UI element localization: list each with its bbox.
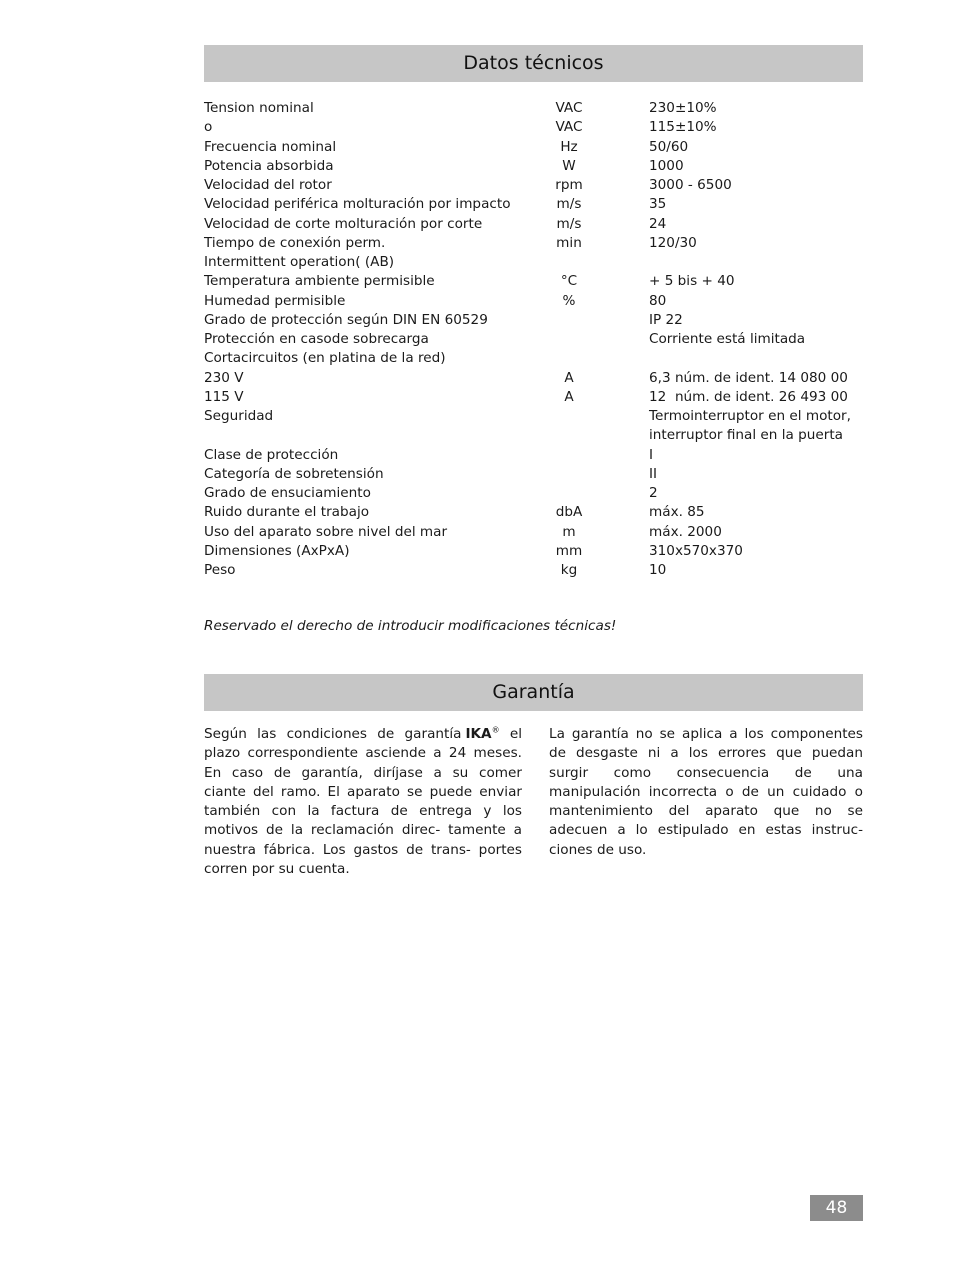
spec-row — [204, 542, 863, 561]
spec-value-line2: interruptor final en la puerta — [649, 427, 844, 444]
spec-label: Potencia absorbida — [204, 157, 334, 174]
warranty-body-left: el plazo correspondiente asciende a 24 meses. En caso de garantía, diríjase a su comer ciante del ramo. El aparato se puede enviar también con la factura de entrega y los motivos de la reclamación direc- tamente a nuestra fábrica. Los gastos de trans- portes corren por su cuenta. — [204, 726, 522, 878]
spec-label: Uso del aparato sobre nivel del mar — [204, 523, 448, 540]
spec-value: 10 — [649, 562, 667, 578]
spec-row — [204, 176, 863, 195]
spec-row — [204, 446, 863, 465]
spec-value: 50/60 — [649, 138, 689, 155]
spec-row — [204, 561, 863, 580]
spec-row — [204, 215, 863, 234]
spec-unit: % — [562, 292, 576, 309]
spec-unit: m/s — [556, 215, 582, 232]
spec-label: Ruido durante el trabajo — [204, 504, 370, 521]
spec-row — [204, 99, 863, 118]
spec-value: I — [649, 446, 654, 463]
warranty-text-right — [549, 725, 863, 860]
spec-label: Temperatura ambiente permisible — [204, 273, 435, 290]
spec-value: 6,3 núm. de ident. 14 080 00 — [649, 369, 848, 386]
spec-value: Termointerruptor en el motor, — [649, 408, 851, 424]
spec-label: Tension nominal — [204, 100, 314, 116]
spec-label: 230 V — [204, 369, 244, 386]
spec-label: Dimensiones (AxPxA) — [204, 542, 350, 559]
technical-modifications-note: Reservado el derecho de introducir modificaciones técnicas! — [204, 618, 617, 634]
spec-unit: A — [564, 369, 574, 386]
spec-row — [204, 349, 863, 368]
spec-value: 2 — [649, 485, 658, 501]
spec-row — [204, 388, 863, 407]
spec-row — [204, 484, 863, 503]
spec-value: máx. 2000 — [649, 523, 722, 540]
spec-unit: VAC — [555, 119, 583, 136]
spec-value: 310x570x370 — [649, 542, 743, 559]
spec-value: 24 — [649, 215, 667, 232]
spec-label: Peso — [204, 562, 236, 578]
spec-unit: Hz — [560, 138, 578, 155]
spec-unit: A — [564, 388, 574, 405]
spec-value: IP 22 — [649, 311, 683, 328]
spec-row — [204, 234, 863, 253]
spec-value: 230±10% — [649, 100, 717, 116]
spec-label: Velocidad periférica molturación por impacto — [204, 196, 511, 213]
spec-value: máx. 85 — [649, 504, 705, 521]
spec-label: Tiempo de conexión perm. — [204, 234, 386, 251]
spec-row — [204, 157, 863, 176]
spec-row — [204, 369, 863, 388]
spec-label: Clase de protección — [204, 446, 339, 463]
spec-label: o — [204, 119, 213, 136]
spec-label: Frecuencia nominal — [204, 138, 337, 155]
spec-unit: °C — [560, 273, 578, 290]
spec-unit: min — [556, 234, 582, 251]
registered-mark: ® — [491, 725, 500, 735]
spec-value: 120/30 — [649, 234, 697, 251]
spec-value: 80 — [649, 292, 667, 309]
spec-label: Intermittent operation( (AB) — [204, 254, 395, 270]
spec-row — [204, 292, 863, 311]
spec-label: 115 V — [204, 388, 244, 405]
spec-unit: VAC — [555, 100, 583, 116]
spec-value: II — [649, 465, 658, 482]
spec-label: Velocidad de corte molturación por corte — [204, 215, 483, 232]
spec-row — [204, 407, 863, 446]
spec-row — [204, 465, 863, 484]
spec-unit: rpm — [555, 177, 583, 193]
spec-row — [204, 503, 863, 522]
spec-row — [204, 138, 863, 157]
spec-unit: W — [562, 157, 576, 174]
spec-label: Categoría de sobretensión — [204, 465, 384, 482]
spec-row — [204, 272, 863, 291]
section-header-datos-tecnicos: Datos técnicos — [204, 45, 863, 82]
warranty-text-left — [204, 725, 522, 879]
spec-row — [204, 311, 863, 330]
spec-label: Velocidad del rotor — [204, 177, 332, 193]
spec-value: 3000 - 6500 — [649, 177, 732, 193]
spec-label: Protección en casode sobrecarga — [204, 331, 429, 347]
spec-row — [204, 118, 863, 137]
spec-label: Grado de protección según DIN EN 60529 — [204, 311, 488, 328]
spec-label: Cortacircuitos (en platina de la red) — [204, 350, 446, 367]
warranty-intro: Según las condiciones de garantía — [204, 726, 462, 742]
spec-value: 12 núm. de ident. 26 493 00 — [649, 388, 848, 405]
spec-row — [204, 253, 863, 272]
warranty-body-right: La garantía no se aplica a los componentes de desgaste ni a los errores que puedan surgir como consecuencia de una manipulación incorrecta o de un cuidado o mantenimiento del aparato que no se adecuen a lo estipulado en estas instruc- ciones de uso. — [549, 726, 863, 858]
section-header-garantia: Garantía — [204, 674, 863, 711]
spec-value: Corriente está limitada — [649, 331, 806, 347]
spec-value: 35 — [649, 196, 667, 213]
spec-value: 115±10% — [649, 119, 717, 136]
spec-value: + 5 bis + 40 — [649, 273, 735, 290]
spec-unit: dbA — [555, 504, 583, 521]
spec-unit: m — [562, 523, 576, 540]
spec-unit: m/s — [556, 196, 582, 213]
spec-value: 1000 — [649, 157, 684, 174]
spec-label: Grado de ensuciamiento — [204, 485, 371, 501]
spec-row — [204, 195, 863, 214]
spec-unit: mm — [555, 542, 583, 559]
spec-unit: kg — [560, 562, 578, 578]
specs-table — [204, 99, 863, 580]
spec-row — [204, 523, 863, 542]
brand-name: IKA — [465, 726, 492, 742]
spec-label: Humedad permisible — [204, 292, 346, 309]
page-number: 48 — [810, 1195, 863, 1221]
spec-label: Seguridad — [204, 408, 274, 424]
spec-row — [204, 330, 863, 349]
